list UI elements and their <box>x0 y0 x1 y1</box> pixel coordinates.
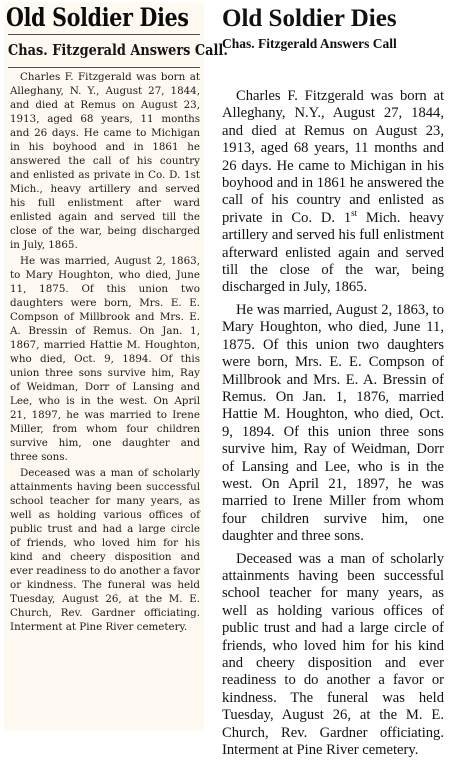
clipping-divider <box>8 67 200 68</box>
newspaper-clipping-image <box>4 2 228 730</box>
paragraph-text: Charles F. Fitzgerald was born at Alleghany, N.Y., August 27, 1844, and died at Remus on August 23, 1913, aged 68 years, 11 months and 26 days. He came to Michigan in his boyhood and in 1861 he answered the call of his country and enlisted as private in Co. D. 1 <box>222 88 444 226</box>
transcription-column <box>222 4 444 764</box>
transcription-subtitle: Chas. Fitzgerald Answers Call <box>222 36 397 51</box>
clipping-subheadline: Chas. Fitzgerald Answers Call. <box>8 41 228 59</box>
transcription-paragraph: He was married, August 2, 1863, to Mary Houghton, who died, June 11, 1875. Of this union two daughters were born, Mrs. E. E. Compson of Millbrook and Mrs. E. A. Bressin of Remus. On Jan. 1, 1876, married Hattie M. Houghton, who died, Oct. 9, 1894. Of this union three sons survive him, Ray of Weidman, Dorr of Lansing and Lee, who is in the west. On April 21, 1897, he was married to Irene Miller from whom four children survive him, one daughter and three sons. <box>222 301 444 545</box>
clipping-headline: Old Soldier Dies <box>6 3 189 32</box>
transcription-paragraph: Deceased was a man of scholarly attainments having been successful school teacher for many years, as well as holding various offices of public trust and had a large circle of friends, who loved him for his kind and cheery disposition and ever readiness to do another a favor or kindness. The funeral was held Tuesday, August 26, at the M. E. Church, Rev. Gardner officiating. Interment at Pine River cemetery. <box>222 550 444 759</box>
clipping-body <box>4 70 204 634</box>
paragraph-text: Mich. heavy artillery and served his full enlistment afterward enlisted again and served till the close of the war, being discharged in July, 1865. <box>222 209 444 296</box>
clipping-paragraph: He was married, August 2, 1863, to Mary Houghton, who died, June 11, 1875. Of this union two daughters were born, Mrs. E. E. Compson of Millbrook and Mrs. E. A. Bressin of Remus. On Jan. 1, 1867, married Hattie M. Houghton, who died, Oct. 9, 1894. Of this union three sons survive him, Ray of Weidman, Dorr of Lansing and Lee, who is in the west. On April 21, 1897, he was married to Irene Miller, from whom four children survive him, one daughter and three sons. <box>10 255 200 463</box>
transcription-title: Old Soldier Dies <box>222 5 397 32</box>
clipping-paragraph: Deceased was a man of scholarly attainments having been successful school teacher for many years, as well as holding various offices of public trust and had a large circle of friends, who loved him for his kind and cheery disposition and ever readiness to do another a favor or kindness. The funeral was held Tuesday, August 26, at the M. E. Church, Rev. Gardner officiating. Interment at Pine River cemetery. <box>10 467 200 633</box>
transcription-paragraph <box>222 88 444 297</box>
ordinal-superscript: st <box>351 207 358 218</box>
transcription-body <box>222 88 444 759</box>
clipping-paragraph: Charles F. Fitzgerald was born at Alleghany, N. Y., August 27, 1844, and died at Remus on August 23, 1913, aged 68 years, 11 months and 26 days. He came to Michigan in his boyhood and in 1861 he answered the call of his country and enlisted as private in Co. D. 1st Mich., heavy artillery and served his full enlistment after ward enlisted again and served till the close of the war, being discharged in July, 1865. <box>10 71 200 251</box>
clipping-divider <box>8 34 200 35</box>
